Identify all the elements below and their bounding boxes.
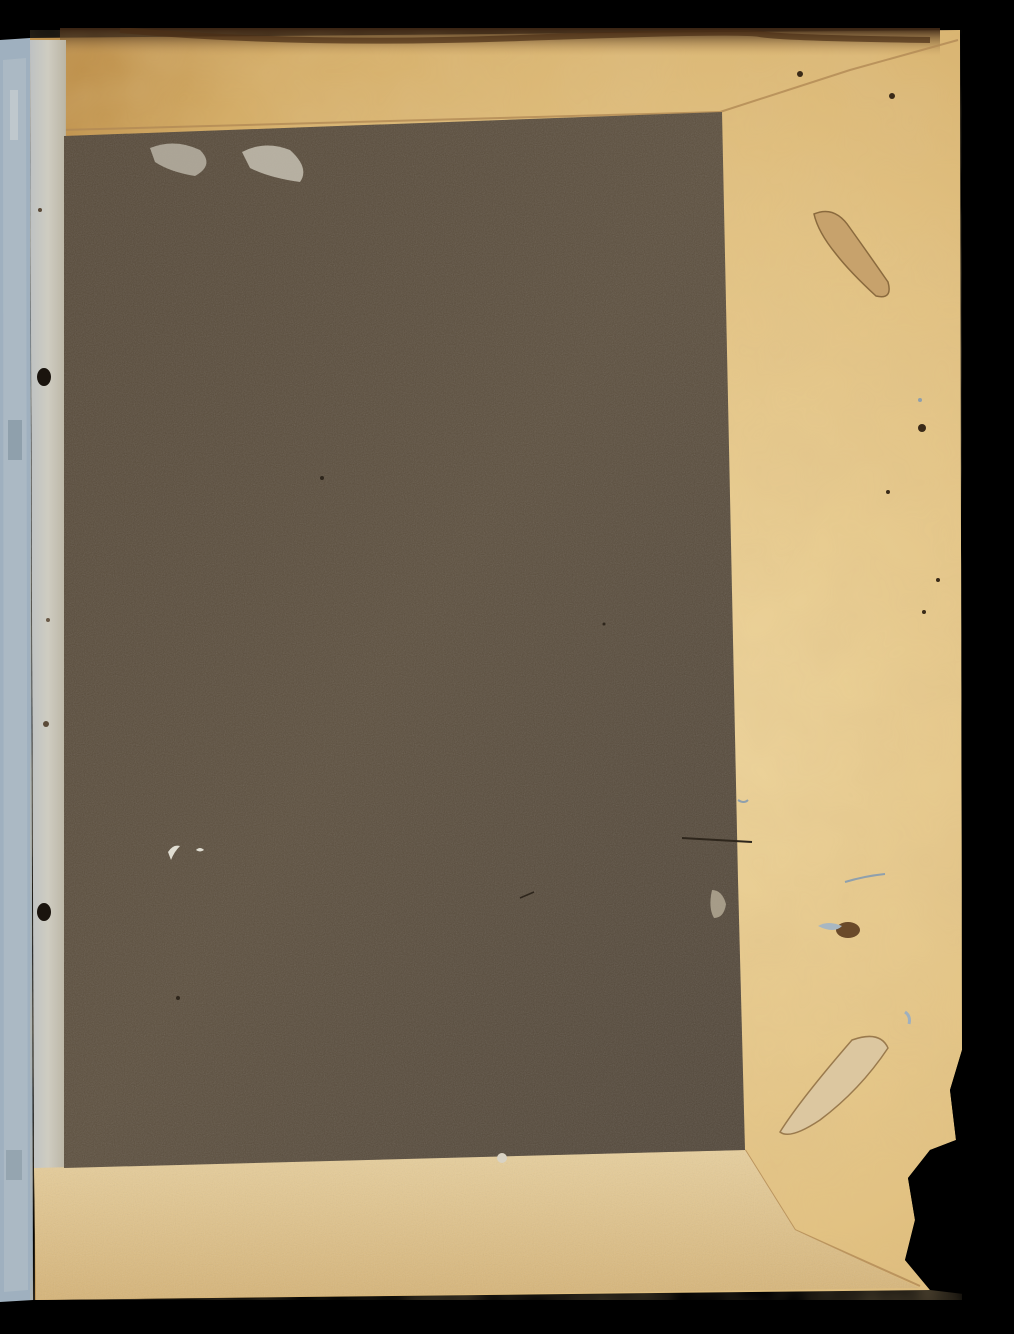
spine-strip (0, 38, 33, 1302)
top-edge-stain (60, 28, 940, 56)
spine-lining (30, 40, 66, 1170)
pastedown-paper (64, 112, 752, 1168)
